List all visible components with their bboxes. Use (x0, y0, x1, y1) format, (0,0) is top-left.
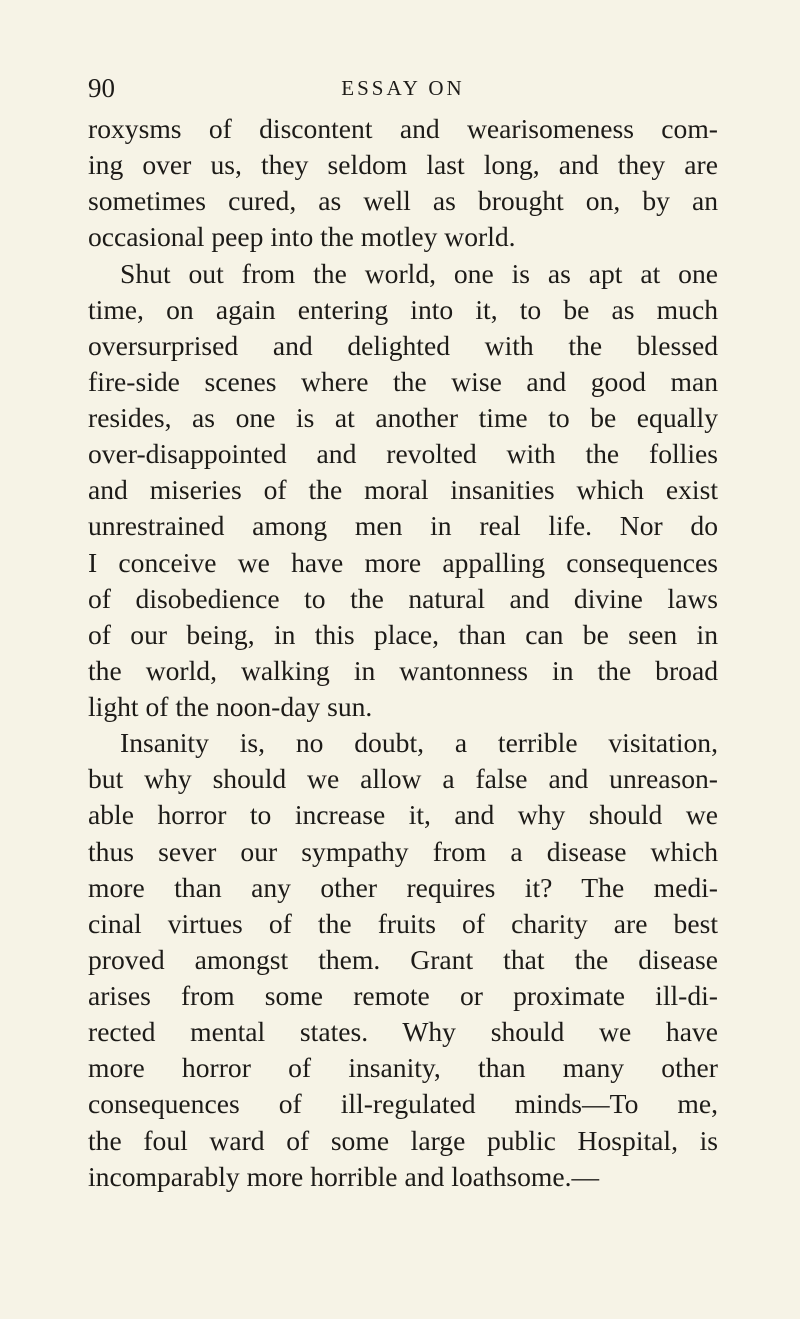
text-line: over-disappointed and revolted with the follies (88, 438, 718, 470)
text-line: able horror to increase it, and why should we (88, 799, 718, 831)
text-line: the world, walking in wantonness in the broad (88, 654, 718, 686)
running-title: ESSAY ON (341, 76, 465, 100)
text-line: roxysms of discontent and wearisomeness com- (88, 113, 718, 144)
text-line: ing over us, they seldom last long, and they are (88, 149, 718, 181)
text-line: occasional peep into the motley world. (88, 221, 516, 253)
text-line: and miseries of the moral insanities which exist (88, 474, 718, 506)
text-line: fire-side scenes where the wise and good man (88, 365, 718, 397)
text-line: consequences of ill-regulated minds—To me, (88, 1088, 718, 1120)
text-line: Insanity is, no doubt, a terrible visitation, (120, 727, 718, 759)
text-line: time, on again entering into it, to be as much (88, 293, 718, 325)
text-line: rected mental states. Why should we have (88, 1016, 718, 1048)
text-line: unrestrained among men in real life. Nor do (88, 510, 718, 542)
page-number: 90 (88, 73, 115, 103)
text-line: more than any other requires it? The medi- (88, 871, 718, 903)
running-head (88, 70, 718, 110)
text-line: arises from some remote or proximate ill-di- (88, 980, 718, 1011)
body-text (88, 111, 718, 1195)
text-line: but why should we allow a false and unreason- (88, 763, 718, 795)
text-line: cinal virtues of the fruits of charity are best (88, 907, 718, 939)
text-line: of our being, in this place, than can be seen in (88, 618, 718, 650)
text-line: resides, as one is at another time to be equally (88, 402, 718, 433)
text-line: Shut out from the world, one is as apt at one (120, 257, 718, 289)
text-line: I conceive we have more appalling consequences (88, 546, 718, 578)
text-line: the foul ward of some large public Hospital, is (88, 1124, 718, 1156)
text-line: incomparably more horrible and loathsome.— (88, 1160, 600, 1192)
text-line: oversurprised and delighted with the blessed (88, 329, 718, 361)
text-line: sometimes cured, as well as brought on, by an (88, 185, 718, 217)
text-line: more horror of insanity, than many other (88, 1052, 718, 1084)
text-line: thus sever our sympathy from a disease which (88, 835, 718, 867)
text-line: light of the noon-day sun. (88, 691, 373, 722)
text-line: proved amongst them. Grant that the disease (88, 943, 718, 975)
text-line: of disobedience to the natural and divine laws (88, 582, 718, 614)
